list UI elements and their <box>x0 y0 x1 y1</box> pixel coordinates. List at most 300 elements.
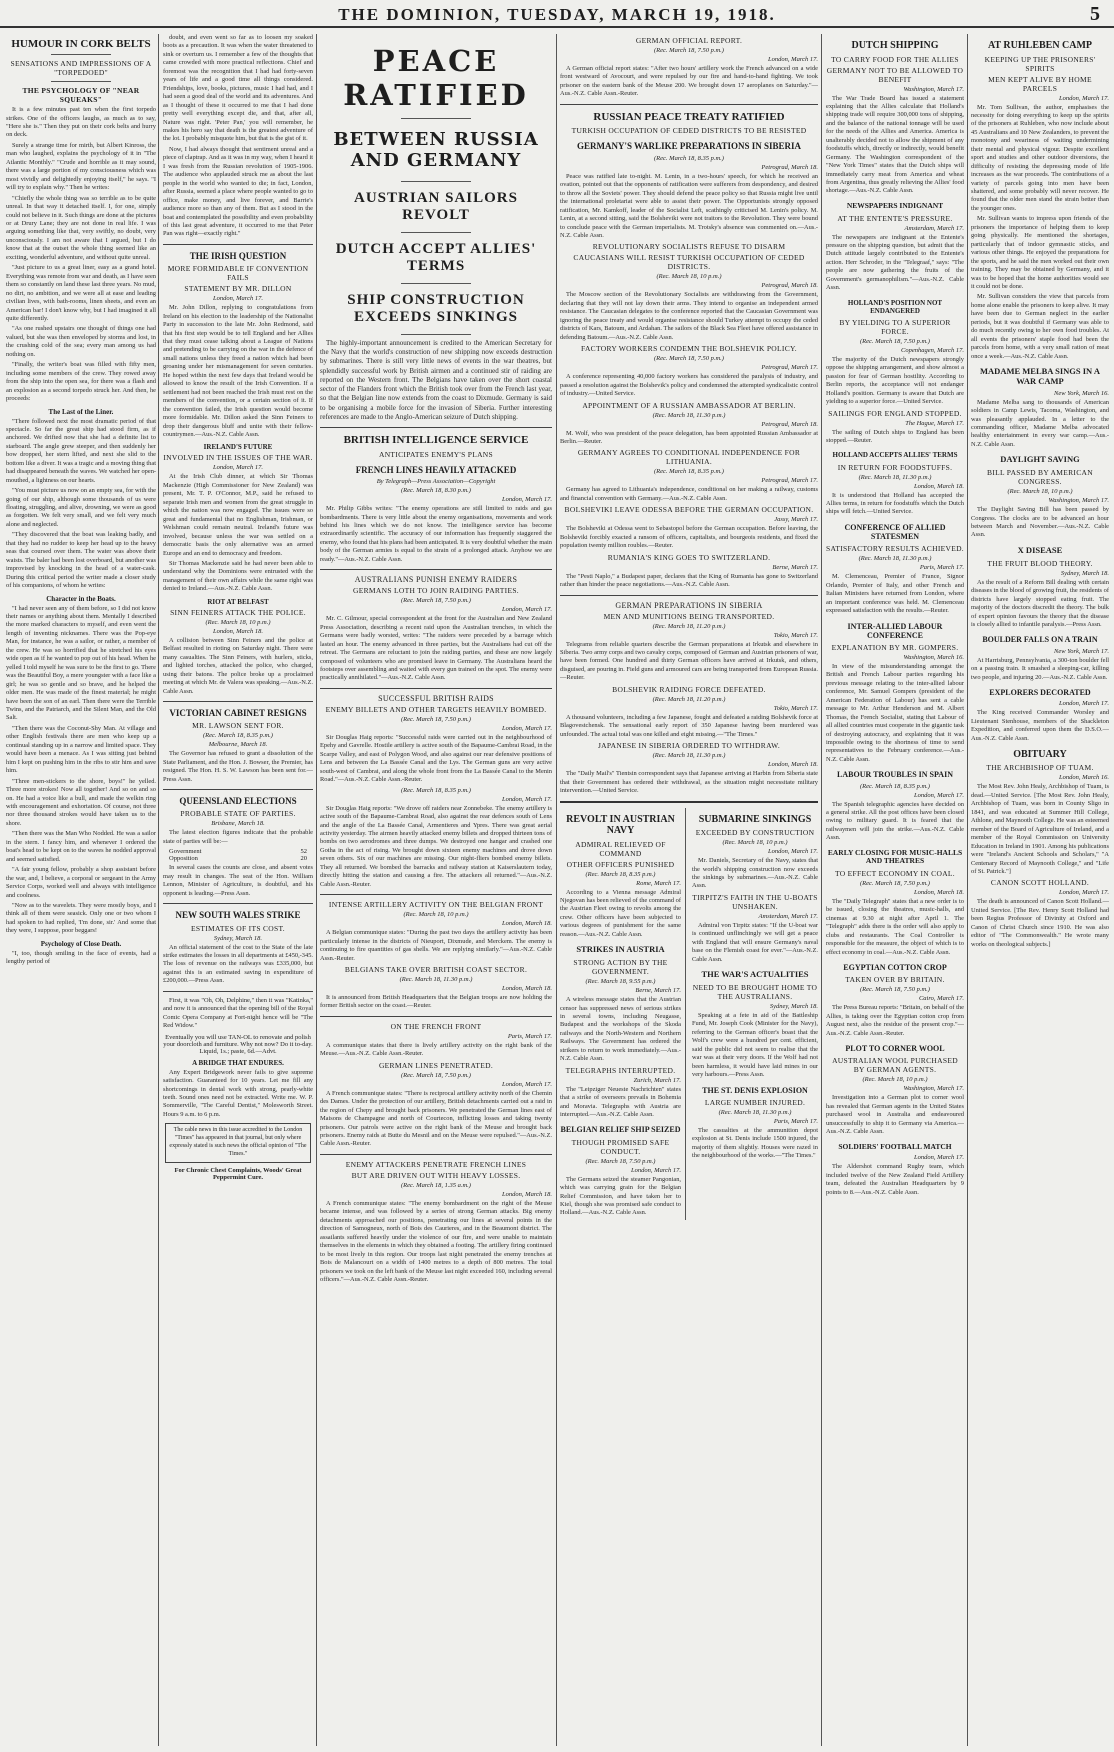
article-headline: MADAME MELBA SINGS IN A WAR CAMP <box>980 366 1100 386</box>
dateline: (Rec. March 18, 11.30 p.m.) <box>399 975 473 983</box>
section-heading: RIOT AT BELFAST <box>207 597 269 606</box>
article-headline: BOULDER FALLS ON A TRAIN <box>982 635 1098 645</box>
article-headline: THE ST. DENIS EXPLOSION <box>702 1085 808 1095</box>
article-headline: HOLLAND'S POSITION NOT ENDANGERED <box>847 298 943 315</box>
section-heading: IRELAND'S FUTURE <box>203 443 273 452</box>
article-subhead: GERMANY AGREES TO CONDITIONAL INDEPENDENCE FOR LITHUANIA. <box>577 448 801 467</box>
article-paragraph: The casualties at the ammunition depot explosion at St. Denis include 1500 injured, the majority of them slightly. Houses were razed in the neighbourhood of the works.—"The Times." <box>692 1126 818 1160</box>
dateline: Sydney, March 18. <box>769 1002 818 1010</box>
article-paragraph: The "Daily Mail's" Tientsin correspondent says that Japanese arriving at Harbin from Siberia state that their Government has ordered their withdrawal, as the situation might necessitate military intervention.—United Service. <box>560 770 818 795</box>
dateline: Petrograd, March 18. <box>761 420 818 428</box>
article-subhead: NEED TO BE BROUGHT HOME TO THE AUSTRALIANS. <box>692 982 818 1001</box>
article-subhead: LARGE NUMBER INJURED. <box>704 1097 806 1107</box>
divider <box>401 181 471 182</box>
dateline: Melbourne, March 18. <box>208 741 268 749</box>
article-headline: EGYPTIAN COTTON CROP <box>843 963 947 973</box>
article-headline: CONFERENCE OF ALLIED STATESMEN <box>844 522 946 542</box>
dateline: Paris, March 17. <box>773 1117 818 1125</box>
column-rule <box>556 34 557 1746</box>
article-paragraph: Surely a strange time for mirth, but Albert Kinross, the man who laughed, explains the psychology of it in "The Atlantic Monthly." "Crude and horrible as it may sound, there was a large portion of my consciousness which was most vividly and delightedly enjoying itself," he says. "I will try to explain why." Then he writes: <box>6 141 156 192</box>
dateline: Sydney, March 18. <box>1060 569 1109 577</box>
article-subhead: AT THE ENTENTE'S PRESSURE. <box>837 213 953 223</box>
dateline: (Rec. March 18, 10 p.m.) <box>722 839 788 847</box>
dateline: Washington, March 17. <box>1048 497 1109 505</box>
article-subhead: TELEGRAPHS INTERRUPTED. <box>565 1065 676 1075</box>
column-2 <box>163 34 313 1746</box>
dateline: (Rec. March 18, 7.50 p.m.) <box>401 1071 471 1079</box>
article-subhead: GERMANS LOTH TO JOIN RAIDING PARTIES. <box>353 586 519 596</box>
dateline: The Hague, March 17. <box>905 419 964 427</box>
divider <box>560 104 818 105</box>
article-paragraph: The Most Rev. John Healy, Archbishop of Tuam, is dead.—United Service. [The Most Rev. John Healy, Archbishop of Tuam, was born in County Sligo in 1841, and was educated at Summer Hill College, Athlone, and Maynooth College. He was an esteemed member of the Board of Agriculture of Ireland, and a member of the Royal Commission on University Education in Ireland in 1901. Among his publications were "Ireland's Ancient Schools and Scholars," "A Centenary Record of Maynooth College," and "Life of St. Patrick."] <box>971 783 1109 875</box>
dateline: New York, March 16. <box>1054 389 1109 397</box>
column-rule <box>967 34 968 1746</box>
dateline: Jassy, March 17. <box>774 516 818 524</box>
article-subhead: MEN KEPT ALIVE BY HOME PARCELS <box>988 74 1092 93</box>
dateline: London, March 17. <box>502 795 552 803</box>
article-subhead: STATEMENT BY MR. DILLON <box>184 284 292 294</box>
article-subhead: TIRPITZ'S FAITH IN THE U-BOATS UNSHAKEN. <box>692 892 818 911</box>
article-paragraph: A conference representing 40,000 factory workers has considered the paralysis of industry, and passed a resolution against the Bolshevik's policy and condemned the attempted syndicalistic control of industry.—United Service. <box>560 373 818 398</box>
article-paragraph: doubt, and even went so far as to loosen my soaked boots as a precaution. It was when the water threatened to sink or overturn us. I remember a few of the thoughts that came crowded with more practical reflections. Chief and foremost was the recognition that I had had forty-seven years of life and a good time all things considered. Friendships, love, books, pictures, music I had had, and I had seen a good deal of the world and its adventures. And as I thought of these it occurred to me that I had done pretty well everything except die, and that, after all, Nature was right. 'Peter Pan,' you will remember, he makes his hero say that death is the greatest adventure of the lot. I probably misquote him, but that is the gist of it. <box>163 34 313 143</box>
divider <box>320 427 552 428</box>
dateline: Amsterdam, March 17. <box>758 912 818 920</box>
article-paragraph: "A fair young fellow, probably a shop assistant before the war, and, I believe, a corporal or sergeant in the Army Service Corps, worked well and always with intelligence and coolness. <box>6 866 156 899</box>
article-subhead: FACTORY WORKERS CONDEMN THE BOLSHEVIK POLICY. <box>581 344 797 354</box>
divider <box>401 232 471 233</box>
dateline: London, March 18. <box>502 984 552 992</box>
article-paragraph: The newspapers are indignant at the Entente's pressure on the shipping question, but admit that the Dutch attitude largely contributed to the Entente's action. Herr Schroder, in the "Telegraaf," says: "The people are now gathering the fruits of the Government's germanophilism."—Aus.-N.Z. Cable Assn. <box>826 233 964 292</box>
article-paragraph: The sailing of Dutch ships to England has been stopped.—Reuter. <box>826 428 964 444</box>
table-row: Opposition 20 <box>169 855 307 863</box>
dateline: London, March 18. <box>914 889 964 897</box>
article-paragraph: The Bolsheviki at Odessa went to Sebastopol before the German occupation. Before leaving, the Bolsheviki forcibly exacted a ransom of officers, capitalists, and bourgeois residents, and fixed the population twenty million roubles.—Reuter. <box>560 525 818 550</box>
divider <box>560 595 818 596</box>
article-paragraph: The Moscow section of the Revolutionary Socialists are withdrawing from the Government, declaring that they will not lay down their arms. They intend to organise an independent armed resistance. The Caucasian delegates to the conference reported that the Caucasian Government was ignoring the peace treaty and would organise resistance should Turkey attempt to occupy the ceded districts of Kars, Batoum, and Ardahan. The sailors of the Black Sea Fleet have offered assistance in defending Batoum.—Aus.-N.Z. Cable Assn. <box>560 291 818 341</box>
dateline: London, March 17. <box>631 1166 681 1174</box>
article-headline: SUBMARINE SINKINGS <box>698 813 812 825</box>
article-headline: FRENCH LINES HEAVILY ATTACKED <box>355 464 517 475</box>
dateline: (Rec. March 18, 11.30 p.m.) <box>652 411 726 419</box>
divider <box>163 991 313 992</box>
dateline: Washington, March 16. <box>903 653 964 661</box>
dateline: (Rec. March 18, 11.20 p.m.) <box>652 622 726 630</box>
article-subhead: RUMANIA'S KING GOES TO SWITZERLAND. <box>607 552 771 562</box>
article-paragraph: The majority of the Dutch newspapers strongly oppose the shipping arrangement, and show almost a passion for fear of German hostility. According to Berlin reports, the acceptance will not endanger Holland's position. Germany is aware that Dutch are yielding to a superior force.—United Service. <box>826 355 964 406</box>
article-headline: GERMAN PREPARATIONS IN SIBERIA <box>615 600 763 610</box>
article-headline: NEWSPAPERS INDIGNANT <box>846 200 944 210</box>
article-subhead: EXPLANATION BY MR. GOMPERS. <box>831 642 959 652</box>
article-paragraph: The "Pesti Naplo," a Budapest paper, declares that the King of Rumania has gone to Switzerland rather than hinder the peace negotiations.—Aus.-N.Z. Cable Assn. <box>560 572 818 589</box>
dateline: (Rec. March 18, 7.50 p.m.) <box>860 880 930 888</box>
divider <box>163 701 313 702</box>
page-number: 5 <box>1090 3 1100 25</box>
dateline: London, March 17. <box>502 724 552 732</box>
advertisement: For Chronic Chest Complaints, Woods' Great Peppermint Cure. <box>174 1166 302 1181</box>
masthead-title: THE DOMINION, TUESDAY, MARCH 19, 1918. <box>338 5 776 24</box>
column-6 <box>971 34 1109 1746</box>
article-paragraph: A communique states that there is lively artillery activity on the right bank of the Meuse.—Aus.-N.Z. Cable Assn.-Reuter. <box>320 1041 552 1058</box>
dateline: London, March 17. <box>914 1154 964 1162</box>
article-paragraph: "They discovered that the boat was leaking badly, and that they had no rudder to keep her head up to the heavy seas that coursed over them. The water was above their waists. The baler had been lost overboard, but another was improvised by knocking in the head of a water-cask. During this critical period the writer made a closer study of his companions, of whom he writes: <box>6 531 156 590</box>
article-headline: ENEMY ATTACKERS PENETRATE FRENCH LINES <box>345 1159 527 1169</box>
dateline: Washington, March 17. <box>903 85 964 93</box>
article-headline: ON THE FRENCH FRONT <box>390 1021 482 1031</box>
dateline: London, March 17. <box>1059 94 1109 102</box>
article-paragraph: It is understood that Holland has accepted the Allies terms, in return for foodstuffs which the Dutch ships will fetch.—United Service. <box>826 491 964 516</box>
dateline: (Rec. March 18, 11.30 p.m.) <box>858 555 932 563</box>
divider <box>320 894 552 895</box>
column-rule <box>158 34 159 1746</box>
article-subhead: BILL PASSED BY AMERICAN CONGRESS. <box>987 468 1093 487</box>
dateline: London, March 17. <box>1059 700 1109 708</box>
article-paragraph: An official statement of the cost to the State of the late strike estimates the losses in all departments at £450,-345. The loss of revenue on the railways was £335,000, but against this is an estimated saving in expenditure of £200,000.—Press Assn. <box>163 943 313 985</box>
dateline: Petrograd, March 17. <box>761 477 818 485</box>
article-headline: BRITISH INTELLIGENCE SERVICE <box>343 434 529 447</box>
dateline: Rome, March 17. <box>636 879 681 887</box>
article-headline: GERMAN OFFICIAL REPORT. <box>635 36 743 45</box>
article-paragraph: "Three men-stickers to the shore, boys!" he yelled. Three more strokes! Now all together! And so on and so on. He had a voice like a bull, and made the welkin ring with encouragement and exhortation. Of course, not three nor three thousand strokes would have taken us to the shore. <box>6 777 156 827</box>
article-paragraph: Madame Melba sang to thousands of American soldiers in Camp Lewis, Tacoma, Washington, and was pleasantly applauded. In a letter to the commanding officer, Madame Melba advocated healthy entertainment in every war camp.—Aus.-N.Z. Cable Assn. <box>971 398 1109 448</box>
article-paragraph: The Daylight Saving Bill has been passed by Congress. The clocks are to be advanced an hour between March and November.—Aus.-N.Z. Cable Assn. <box>971 506 1109 539</box>
article-headline: GERMANY'S WARLIKE PREPARATIONS IN SIBERIA <box>576 141 802 152</box>
article-paragraph: At Harrisburg, Pennsylvania, a 300-ton boulder fell on a passing train. It smashed a sleeping-car, killing two people, and injuring 20.—Aus.-N.Z. Cable Assn. <box>971 656 1109 681</box>
article-subhead: EXCEEDED BY CONSTRUCTION <box>695 828 815 838</box>
article-headline: RUSSIAN PEACE TREATY RATIFIED <box>593 110 785 123</box>
dateline: London, March 18. <box>914 482 964 490</box>
main-subheadline: BETWEEN RUSSIA AND GERMANY <box>333 129 539 171</box>
article-subhead: APPOINTMENT OF A RUSSIAN AMBASSADOR AT BERLIN. <box>582 400 796 410</box>
article-paragraph: The latest election figures indicate that the probable state of parties will be:— <box>163 829 313 845</box>
dateline: New York, March 17. <box>1054 647 1109 655</box>
dateline: Tokio, March 17. <box>773 631 818 639</box>
divider <box>401 283 471 284</box>
article-paragraph: "Then there was the Man Who Nodded. He was a sailor in the stern. I fancy him, and whenever I ordered the boat's head to be kept on to the waves he nodded approval and seemed satisfied. <box>6 830 156 863</box>
dateline: (Rec. March 18, 11.30 p.m.) <box>718 1108 792 1116</box>
article-paragraph: Mr. C. Gilmour, special correspondent at the front for the Australian and New Zealand Press Association, describing a recent raid upon the Australian trenches, in which the Germans were badly worsted, writes: "The raiders were preceded by a barrage which lasted an hour. The enemy advanced in three parties, but the Australians had cut off the retreat. The Germans are reluctant to join the raiding parties, and these are now largely composed of volunteers who are promised leave in Germany. The Australians heard the footsteps over assembling and waited with every gun trained on the spot. The enemy were practically annihilated."—Aus.-N.Z. Cable Assn. <box>320 615 552 682</box>
article-paragraph: The Governor has refused to grant a dissolution of the State Parliament, and the Hon. J. Bowser, the Premier, has resigned. The Hon. H. S. W. Lawson has been sent for.—Press Assn. <box>163 750 313 783</box>
article-paragraph: "You must picture us now on an empty sea, for with the going of our ship, although some thousands of us were floating, struggling, and alive, drowning, we were as good as forgotten. We felt very small, and we felt very much alone and neglected. <box>6 487 156 528</box>
dateline: Copenhagen, March 17. <box>901 346 964 354</box>
article-paragraph: The Spanish telegraphic agencies have decided on a general strike. All the post offices have been closed owing to military guard. It is feared that the railwaymen will join the strike.—Aus.-N.Z. Cable Assn. <box>826 800 964 842</box>
divider <box>320 1154 552 1155</box>
divider <box>320 569 552 570</box>
section-heading: Character in the Boats. <box>46 594 116 603</box>
article-paragraph: Investigation into a German plot to corner wool has revealed that German agents in the United States purchased wool in Australia and endeavoured unsuccessfully to ship it to Germany via America.—Aus.-N.Z. Cable Assn. <box>826 1094 964 1136</box>
dateline: (Rec. March 18, 8.35 p.m.) <box>860 782 930 790</box>
article-paragraph: The Germans seized the steamer Pangonian, which was carrying grain for the Belgian Relief Commission, and have taken her to Kiel, though she was promised safe conduct to Holland.—Aus.-N.Z. Cable Assn. <box>560 1175 681 1217</box>
article-headline: AUSTRALIANS PUNISH ENEMY RAIDERS <box>354 575 518 585</box>
dateline: London, March 17. <box>502 496 552 504</box>
article-paragraph: Sir Thomas Mackenzie said he had never been able to understand why the Dominions were entrusted with the management of their own affairs while the same right was denied to Ireland.—Aus.-N.Z. Cable Assn. <box>163 560 313 593</box>
divider <box>51 54 111 55</box>
dateline: (Rec. March 18, 8.35 p.m.) <box>401 786 471 794</box>
dateline: Zurich, March 17. <box>633 1076 681 1084</box>
column-4 <box>560 34 818 1746</box>
article-paragraph: "Finally, the writer's boat was filled with fifty men, including some members of the crew. They rowed away from the ship into the open sea, for there was a flash and an explosion as a second torpedo struck her. And then, he proceeds: <box>6 361 156 403</box>
column-1 <box>6 34 156 1746</box>
article-paragraph: Mr. Tom Sullivan, the author, emphasises the necessity for doing everything to keep up the spirits of the prisoners at Ruhleben, who now include about 45 Australians and 10 New Zealanders, to prevent the monotony and weariness of waiting undermining their mental and physical vigour. Despite excellent sport and studies and other outdoor diversions, the difficulty of resisting the depressing mode of life increases as the war proceeds. The contributions of a variety of parcels going into men have been shattered, and some probably will never recover. He found that the older men stand the strain better than the younger ones. <box>971 103 1109 212</box>
article-subhead: SINN FEINERS ATTACK THE POLICE. <box>170 607 306 617</box>
divider <box>163 244 313 245</box>
article-paragraph: M. Clemenceau, Premier of France, Signor Orlando, Premier of Italy, and other French and Italian Ministers have returned from London, where an important conference was held. M. Clemenceau expressed satisfaction with the results.—Reuter. <box>826 573 964 615</box>
article-paragraph: Mr. Sullivan considers the view that parcels from home alone enable the prisoners to keep alive. It may have been due to German neglect in the earlier periods, but it was doubtful if Germany was able to do much recently owing to her own food troubles. At all events the prisoners' staple food had been the parcels from home, with a very small ration of meat once a week.—Aus.-N.Z. Cable Assn. <box>971 293 1109 360</box>
article-paragraph: The War Trade Board has issued a statement explaining that the Allies calculate that Holland's shipping trade will require 300,000 tons of shipping, and the balance of the national tonnage will be used for the needs of the Allies and America. America is unalterably decided not to allow the shipment of any foodstuffs which, directly or indirectly, would benefit Germany. The Washington correspondent of the "New York Times" states that the Dutch ships will immediately carry meat from America and wheat from Argentina, thus greatly relieving the Allies' food shortage.—Aus.-N.Z. Cable Assn. <box>826 94 964 195</box>
notice-box: The cable news in this issue accredited to the London "Times" has appeared in that journal, but only where expressly stated is such news the official opinion of "The Times." <box>165 1123 311 1162</box>
article-headline: THE WAR'S ACTUALITIES <box>701 969 809 980</box>
article-paragraph: First, it was "Oh, Oh, Delphine," then it was "Katinka," and now it is announced that the opening bill of the Royal Comic Opera Company at Fort-night hence will be "The Red Widow." <box>163 996 313 1030</box>
article-paragraph: The King received Commander Worsley and Lieutenant Stenhouse, members of the Shackleton Expedition, and conferred upon them the D.S.O.—Aus.-N.Z. Cable Assn. <box>971 709 1109 742</box>
article-paragraph: It is announced from British Headquarters that the Belgian troops are now holding the former British sector on the coast.—Reuter. <box>320 993 552 1010</box>
article-headline: SOLDIERS' FOOTBALL MATCH <box>838 1141 952 1151</box>
article-paragraph: A German official report states: "After two hours' artillery work the French advanced on a wide front westward of Avocourt, and were repulsed by our fire and hand-to-hand fighting. We took prisoner on the eastern bank of the Meuse 200. We brought down 17 aeroplanes on Saturday."—Aus.-N.Z. Cable Assn.-Reuter. <box>560 65 818 98</box>
article-headline: HOLLAND ACCEPTS ALLIES' TERMS <box>832 451 958 460</box>
election-table <box>169 848 307 862</box>
article-subhead: GERMAN LINES PENETRATED. <box>378 1060 494 1070</box>
article-paragraph: M. Wolf, who was president of the peace delegation, has been appointed Russian Ambassador at Berlin.—Reuter. <box>560 429 818 445</box>
article-subhead: MORE FORMIDABLE IF CONVENTION FAILS <box>167 264 309 283</box>
dateline: London, March 16. <box>1059 774 1109 782</box>
article-paragraph: "Now as to the wavelets. They were mostly boys, and I think all of them were seasick. Only one or two whom I had spoken to had replied, 'I'm done, sir.' And some that they were, I suppose, poor beggars! <box>6 901 156 935</box>
article-subhead: CANON SCOTT HOLLAND. <box>990 878 1090 888</box>
dateline: Amsterdam, March 17. <box>904 224 964 232</box>
main-subheadline: SHIP CONSTRUCTION EXCEEDS SINKINGS <box>347 292 525 325</box>
article-subhead: REVOLUTIONARY SOCIALISTS REFUSE TO DISARM <box>592 242 786 252</box>
section-heading: A BRIDGE THAT ENDURES. <box>192 1058 284 1067</box>
article-paragraph: Admiral von Tirpitz states: "If the U-boat war is continued unflinchingly we will get a peace with England that will ensure Germany's naval base on the Flemish coast for ever."—Aus.-N.Z. Cable Assn. <box>692 921 818 963</box>
article-subhead: PROBABLE STATE OF PARTIES. <box>180 809 296 819</box>
article-headline: X DISEASE <box>1017 544 1063 555</box>
dateline: (Rec. March 18, 7.50 p.m.) <box>654 355 724 363</box>
article-paragraph: The "Leipziger Neueste Nachrichten" states that a strike of overseers prevails in Bohemia and Moravia. Telegraphs with Austria are interrupted.—Aus.-N.Z. Cable Assn. <box>560 1085 681 1119</box>
article-subhead: BY YIELDING TO A SUPERIOR FORCE. <box>839 317 951 336</box>
article-subhead: ENEMY BILLETS AND OTHER TARGETS HEAVILY BOMBED. <box>325 704 547 714</box>
dateline: London, March 17. <box>914 791 964 799</box>
divider <box>320 688 552 689</box>
divider <box>163 903 313 904</box>
article-paragraph: The "Daily Telegraph" states that a new order is to be issued, closing the theatres, music-halls, and cinemas at 9.30 at night after April 1. The "Telegraph" adds there is the order will also apply to clubs and restaurants. The Coal Controller is responsible for the measure, the object of which is to effect economy in coal.—Aus.-N.Z. Cable Assn. <box>826 898 964 956</box>
article-paragraph: Now, I had always thought that sentiment unreal and a piece of claptrap. And as it was in my way, when I heard it I was fresh from the Russian revolution of 1905-1906. The audience who applauded struck me as about the last people in the world who wanted to die; in fact, London, after Russia, seemed a place where people wanted to go to office, make money, and live forever, and Barrie's audience more so than any of them. But as I stood in the boat and contemplated the possibility and even probability of this last great adventure, it occurred to me that Peter Pan was right—exactly right." <box>163 145 313 238</box>
article-subhead: IN RETURN FOR FOODSTUFFS. <box>837 462 953 472</box>
article-subhead: BUT ARE DRIVEN OUT WITH HEAVY LOSSES. <box>351 1170 521 1180</box>
article-subhead: TAKEN OVER BY BRITAIN. <box>845 975 945 985</box>
dateline: (Rec. March 18, 8.30 p.m.) <box>401 487 471 495</box>
dateline: Paris, March 17. <box>507 1032 552 1040</box>
dateline: London, March 17. <box>502 606 552 614</box>
article-paragraph: A wireless message states that the Austrian censor has suppressed news of serious strikes in several towns, including Neugasse, Budapest and the workshops of the Skoda railways and the North-Western and Northern Railways. The Government has ordered the strikers to return to work immediately.—Aus.-N.Z. Cable Assn. <box>560 996 681 1063</box>
article-paragraph: A French communique states: "The enemy bombardment on the right of the Meuse became intense, and was followed by a series of strong German attacks. Big enemy detachments approached our positions, penetrating our lines at several points in the direction of Samogneux, north of Bois des Caurieres, and in the Beaumont district. The assailants suffered heavily under the violence of our fire, and were unable to maintain themselves in the elements in which they obtained a footing. The artillery firing continued to be most lively in this region. Our troops last night penetrated the enemy trenches at Bois de Malancourt on a width of 1400 metres to a depth of 800 metres. The total prisoners we took on the left bank of the Meuse last night exceeded 160, including several officers."—Aus.-N.Z. Cable Assn.-Reuter. <box>320 1199 552 1284</box>
main-subheadline: DUTCH ACCEPT ALLIES' TERMS <box>335 241 537 274</box>
article-paragraph: Mr. Daniels, Secretary of the Navy, states that the world's shipping construction now exceeds the sinkings by submarines.—Aus.-N.Z. Cable Assn. <box>692 857 818 890</box>
advertisement-text: Any Expert Bridgework never fails to give supreme satisfaction. Guaranteed for 10 years. Let me fill any shortcomings in dental work with strong, pearly-white teeth. Sound ones need not be extracted. Write me. W. P. Sommerville, "The Careful Dentist," Molesworth Street. Hours 9 a.m. to 6 p.m. <box>163 1068 313 1118</box>
article-subhead: ANTICIPATES ENEMY'S PLANS <box>378 449 493 459</box>
dateline: Berne, March 17. <box>772 563 818 571</box>
article-paragraph: As the result of a Reform Bill dealing with certain diseases in the blood of growing fruit, the residents of districts have largely stopped eating fruit. The majority of the doctors discredit the theory. The bulk of expert opinion favours the theory that the disease is closely allied to infantile paralysis.—Press Assn. <box>971 578 1109 628</box>
dateline: London, March 18. <box>768 761 818 769</box>
dateline: (Rec. March 18, 10 p.m.) <box>656 273 722 281</box>
dateline: Berne, March 17. <box>635 987 681 995</box>
divider <box>51 81 111 82</box>
dateline: (Rec. March 18, 11.20 p.m.) <box>652 695 726 703</box>
dateline: London, March 18. <box>502 920 552 928</box>
dateline: (Rec. March 18, 7.50 p.m.) <box>401 597 471 605</box>
article-paragraph: According to a Vienna message Admiral Njegovan has been relieved of the command of the Austrian Fleet owing to revolts among the crew. Other officers have been subjected to various degrees of punishment for the same reason.—Aus.-N.Z. Cable Assn. <box>560 888 681 938</box>
dateline: (Rec. March 18, 1.35 a.m.) <box>401 1181 471 1189</box>
article-headline: STRIKES IN AUSTRIA <box>576 944 665 955</box>
dateline: London, March 18. <box>213 627 263 635</box>
dateline: (Rec. March 18, 7.50 p.m.) <box>860 337 930 345</box>
divider <box>320 1016 552 1017</box>
table-row: Government 52 <box>169 848 307 856</box>
dateline: (Rec. March 18, 7.50 p.m.) <box>585 1157 656 1165</box>
dateline: Washington, March 17. <box>903 1085 964 1093</box>
article-headline: EXPLORERS DECORATED <box>989 687 1091 697</box>
section-heading: Psychology of Close Death. <box>40 939 122 948</box>
article-paragraph: "Just picture to us a great liner, easy as a grand hotel. Everything was remote from war and death, as I have seen them so constantly on land these last three years. No mud, no dirt, no ambition, and we were all at ease and leading civilian lives, with bath-rooms, linen sheets, and even an American bar! I don't know why, but I had imagined it all quite differently. <box>6 264 156 322</box>
dateline: London, March 17. <box>768 56 818 63</box>
article-headline: AT RUHLEBEN CAMP <box>987 40 1093 51</box>
dateline: London, March 17. <box>1059 889 1109 897</box>
masthead <box>0 0 1114 28</box>
article-paragraph: "I, too, though smiling in the face of events, had a lengthy period of <box>6 949 156 966</box>
article-subhead: SAILINGS FOR ENGLAND STOPPED. <box>828 408 962 418</box>
article-paragraph: "There followed next the most dramatic period of that spectacle. So far the great ship had stood firm, as if anchored. We drifted now that she had a definite list to starboard. The angle grew steeper, and then suddenly her bow dropped, her stern lifted, and next she slid to the bottom like a diver. It was a tragic and a moving thing that had disappeared beneath the waves. We watched her open-mouthed, a lightness on our hearts. <box>6 417 156 484</box>
article-headline: EARLY CLOSING FOR MUSIC-HALLS AND THEATRES <box>827 847 963 866</box>
dateline: (Rec. March 18, 10 p.m.) <box>1007 488 1073 496</box>
article-paragraph: At the Irish Club dinner, at which Sir Thomas Mackenzie (High Commissioner for New Zealand) was present, Mr. T. P. O'Connor, M.P., said he refused to separate Irish men and women from the great struggle in which the nation was now engaged. The issues were so great and fundamental that no Englishman, Irishman, or Welshman could remain neutral. Ireland's future was involved, because unless the war was settled on a democratic basis the only alternative was an armed Europe and an end to democracy and freedom. <box>163 473 313 557</box>
column-5 <box>826 34 964 1746</box>
article-paragraph: Speaking at a fete in aid of the Battleship Fund, Mr. Joseph Cook (Minister for the Navy), referring to the German officer's boast that the Wolf's crew were a hundred per cent. efficient, said the public did not seem to realise that the war was at their very doors. If the Wolf had not been harmless, it would have laid mines in our very harbours.—Press Assn. <box>692 1011 818 1079</box>
article-subhead: OTHER OFFICERS PUNISHED <box>566 859 675 869</box>
article-subhead: BELGIANS TAKE OVER BRITISH COAST SECTOR. <box>344 964 528 974</box>
main-headline: PEACE RATIFIED <box>343 44 529 112</box>
article-paragraph: Mr. John Dillon, replying to congratulations from Ireland on his election to the leadership of the Nationalist Party in succession to the late Mr. John Redmond, said that his first step would be to tell England and her Allies that they must cease talking about a League of Nations and pretending to be carrying on the war in the defence of small nations unless they freed a nation which had been groaning under her mismanagement for seven centuries. He hoped within the next few days that Ireland would be allowed to know the result of the Irish Convention. If a settlement had not been reached the Irish must rest on the members of the convention, or a certain section of it. If the convention failed, the Irish question would become more formidable. Mr. Dillon asked the Sinn Feiners to drop their dangerous bluff and unite with their fellow-countrymen.—Aus.-N.Z. Cable Assn. <box>163 304 313 439</box>
article-headline: BELGIAN RELIEF SHIP SEIZED <box>560 1125 681 1135</box>
advertisement: Eventually you will use TAN-OL to renovate and polish your doorcloth and furniture. Why not now? Do it to-day. Liquid, 1s.; paste, 6d.—Advt. <box>163 1033 313 1055</box>
article-paragraph: Peace was ratified late to-night. M. Lenin, in a two-hours' speech, for which he received an ovation, pointed out that the opponents of ratification were sufferers from despondency, and desired to throw all the Soviets' power. They should defend the peace policy so that Russia might live until the international proletariat were able to assist their power. The Opportunists strongly opposed ratification, Mr. Kamkoff, leader of the Socialist Left, scathingly criticised M. Lenin's policy. M. Lenin, at a second sitting, said the Bolsheviki were not traitors to the Revolution. They were bound to conclude peace with the German imperialists. M. Trotsky's absence was commented on.—Aus.-N.Z. Cable Assn. <box>560 172 818 239</box>
article-subhead: KEEPING UP THE PRISONERS' SPIRITS <box>984 54 1096 73</box>
dateline: (Rec. March 18, 7.50 p.m.) <box>401 715 471 723</box>
article-headline: OBITUARY <box>1013 748 1067 760</box>
divider <box>401 118 471 119</box>
article-paragraph: Sir Douglas Haig reports: "We drove off raiders near Zonnebeke. The enemy artillery is active south of the Bapaume-Cambrai Road, also against the rear defences south of Lens and the angle of the La Bassée Canal, Armentieres and Ypres. There was great aerial activity yesterday. The airmen heavily attacked enemy billets and dropped thirteen tons of bombs on two aerodromes and three dumps. We destroyed one hangar and crashed one Gotha in the act of rising. We brought down sixteen enemy machines and drove down seven others. Six of our machines are missing. Our night-fliers bombed enemy billets. They all returned. We bombed the barracks and railway station at Kaiserslautern today, directly hitting the station and causing a fire. The attackers all returned."—Aus.-N.Z. Cable Assn.-Reuter. <box>320 804 552 888</box>
article-subhead: TO EFFECT ECONOMY IN COAL. <box>835 869 955 879</box>
dateline: London, March 17. <box>213 295 263 303</box>
summary-paragraph: The highly-important announcement is credited to the American Secretary for the Navy that the world's construction of new shipping now exceeds destruction by submarines. There is still very little news of events in the war theatres, but splendidly successful work by British airmen and a continued stir of raiding are reported on the Western front. The Belgians have taken over the short coastal sector of the Flanders front which the British took over from the French last year, so that the Belgian line now extends from the coast to Dixmude. Germany is said to be organising a mobile force for the invasion of Siberia. Further interesting references are made to the Anglo-American seizure of Dutch shipping. <box>320 339 552 421</box>
column-rule <box>821 34 822 1746</box>
article-headline: HUMOUR IN CORK BELTS <box>11 38 151 50</box>
article-subhead: MEN AND MUNITIONS BEING TRANSPORTED. <box>603 611 775 621</box>
article-paragraph: Telegrams from reliable quarters describe the German preparations at Irkutsk and elsewhere in Siberia. Two army corps and two cavalry corps, composed of German and Austrian prisoners of war, have been formed. One hundred and thirty German officers have arrived at Irkutsk, and others, disguised, are pouring in. Field guns and armoured cars are being transported from European Russia.—Reuter. <box>560 640 818 682</box>
article-headline: PLOT TO CORNER WOOL <box>845 1044 945 1054</box>
dateline: (Rec. March 18, 10 p.m.) <box>205 618 271 626</box>
article-subhead: CAUCASIANS WILL RESIST TURKISH OCCUPATION OF CEDED DISTRICTS. <box>573 253 805 272</box>
article-paragraph: A collision between Sinn Feiners and the police at Belfast resulted in rioting on Saturday night. There were many casualties. The Sinn Feiners, with hurlers, sticks, and lighted torches, attacked the police, who charged, using their batons. The police broke up a proclaimed meeting at which Mr. de Valera was speaking.—Aus.-N.Z. Cable Assn. <box>163 636 313 695</box>
article-paragraph: The Aldershot command Rugby team, which included twelve of the New Zealand Field Artillery team, defeated the Australian Headquarters by 9 points to 8.—Aus.-N.Z. Cable Assn. <box>826 1163 964 1196</box>
article-subhead: STRONG ACTION BY THE GOVERNMENT. <box>573 958 668 977</box>
subcolumn-left <box>560 808 686 1220</box>
dateline: London, March 17. <box>502 1080 552 1088</box>
article-subhead: AUSTRALIAN WOOL PURCHASED BY GERMAN AGENTS. <box>832 1056 958 1075</box>
article-paragraph: "I had never seen any of them before, so I did not know their names or anything about them. Mentally I described the more marked characters to myself, and even went the length of inventing nicknames. There was the Pop-eye Man, for instance, he was a sailor, or rather, a member of the crew. He was so horrified that he stretched his eyes wide open as if he wanted to pop out of his head. When he yelled I told myself he was sure to be the first to go. There was the Beautiful Boy, a mere youngster with a face like a girl; he was so gentle and so brave, and he helped the older men. He was made of the finest material; he might have been the son of an earl. Then there were the Terrible Twins, and the Patriarch, and the Silent Man, and the Old Salt. <box>6 604 156 722</box>
article-paragraph: Germany has agreed to Lithuania's independence, conditional on her making a railway, customs and financial convention with Germany.—Aus.-N.Z. Cable Assn. <box>560 486 818 502</box>
dateline: London, March 18. <box>502 1190 552 1198</box>
article-paragraph: Mr. Sullivan wants to impress upon friends of the prisoners the importance of helping them to keep going physically. He mentioned the shortages, particularly that of indoor gymnastic sticks, and various other things. He enjoyed the preparations for the sports, and he said the men worked out their own training. They may be obtained by Germany, and it was to be hoped that the home authorities would see it could not be done. <box>971 215 1109 291</box>
article-headline: VICTORIAN CABINET RESIGNS <box>169 707 307 718</box>
article-paragraph: A Belgian communique states: "During the past two days the artillery activity has been particularly intense in the districts of Nieuport, Dixmude, and Merckem. The enemy is continuing to fire quantities of gas shells. We are replying similarly."—Aus.-N.Z. Cable Assn.-Reuter. <box>320 929 552 962</box>
article-paragraph: In view of the misunderstanding amongst the British and French Labour parties regarding his previous message relating to the inter-allied labour conference, Mr. Samuel Gompers (president of the American Federation of Labour) has sent a cable message to Mr. Arthur Henderson and M. Albert Thomas, the French Socialist, stating that Labour of all allied countries must cooperate in the gigantic task of destroying autocracy, and explaining that it was impossible owing to the shortness of time to send representatives to the February conference.—Aus.-N.Z. Cable Assn. <box>826 662 964 763</box>
article-paragraph: Mr. Philip Gibbs writes: "The enemy operations are still limited to raids and gas bombardments. There is very little about the enemy organisations, movements and work behind his lines which we do not know. The intelligence service has become extraordinarily scientific. The accuracy of our information has frequently staggered the enemy, who found that his plans had been anticipated. It is very doubtful whether the main body of the German armies is equal to the strain of a prolonged attack. Anyhow we are ready."—Aus.-N.Z. Cable Assn. <box>320 505 552 563</box>
article-subhead: ESTIMATES OF ITS COST. <box>191 923 285 933</box>
article-paragraph: A thousand volunteers, including a few Japanese, fought and defeated a raiding Bolshevik force at Blagovestchensk. The sensational early report of 350 Japanese having been murdered was unfounded. The actual total was one killed and eight missing.—"The Times." <box>560 713 818 738</box>
article-subhead: THE ARCHBISHOP OF TUAM. <box>986 763 1094 773</box>
article-subhead: TO CARRY FOOD FOR THE ALLIES <box>831 54 959 64</box>
article-subhead: TURKISH OCCUPATION OF CEDED DISTRICTS TO BE RESISTED <box>571 126 807 136</box>
article-paragraph: It is a few minutes past ten when the first torpedo strikes. One of the officers laughs, as much as to say, "Here she is." Then they put on their cork belts and hurry on deck. <box>6 106 156 139</box>
article-paragraph: Sir Douglas Haig reports: "Successful raids were carried out in the neighbourhood of Epehy and Gavrelle. Hostile artillery is active south of the Bapaume-Cambrai Road, in the Scarpe Valley, and east of Polygon Wood, and also against our rear defensive positions of Lens and between the La Bassée Canal and the Lys. The German guns are very active south-west of Cambrai, and along the whole front from the La Bassée Canal to the Menin Road."—Aus.-N.Z. Cable Assn.-Reuter. <box>320 733 552 784</box>
article-subhead: GERMANY NOT TO BE ALLOWED TO BENEFIT <box>826 65 964 84</box>
column-3 <box>320 34 552 1746</box>
article-subhead: JAPANESE IN SIBERIA ORDERED TO WITHDRAW. <box>597 741 781 751</box>
dateline: Tokio, March 17. <box>773 704 818 712</box>
dateline: Petrograd, March 17. <box>761 364 818 372</box>
dateline: Sydney, March 18. <box>213 934 263 942</box>
article-headline: REVOLT IN AUSTRIAN NAVY <box>566 813 675 837</box>
article-paragraph: The death is announced of Canon Scott Holland.—United Service. [The Rev. Henry Scott Holland had been Regius Professor of Divinity at Oxford and Canon of Christ Church since 1910. He was also editor of "The Commonwealth." He wrote many works on theological subjects.] <box>971 898 1109 948</box>
article-headline: INTER-ALLIED LABOUR CONFERENCE <box>847 621 943 640</box>
dateline: Paris, March 17. <box>919 564 964 572</box>
divider <box>401 334 471 335</box>
dateline: (Rec. March 18, 8.35 p.m.) <box>203 732 273 740</box>
article-paragraph: A French communique states: "There is reciprocal artillery activity north of the Chemin des Dames. Under the protection of our artillery, British detachments carried out a raid in the region of Chepy and brought back prisoners. We penetrated the German lines east of Maisons de Champagne and north of Courtecon, inflicting losses and taking twenty prisoners. Our patrols were active on the right bank of the Meuse and brought back prisoners. Enemy raids at Butte du Mesnil and on the Meuse were repulsed."—Aus.-N.Z. Cable Assn.-Reuter. <box>320 1089 552 1148</box>
subcolumn-right <box>692 808 818 1220</box>
dateline: London, March 17. <box>768 848 818 856</box>
article-subhead: INVOLVED IN THE ISSUES OF THE WAR. <box>163 453 313 463</box>
dateline: Cairo, March 17. <box>918 995 964 1003</box>
article-headline: QUEENSLAND ELECTIONS <box>179 796 297 807</box>
article-paragraph: "Then there was the Coconut-Shy Man. At village and other English festivals there are men who keep up a continual standing up in a narrow and limited space. They would have been a menace. As I was sitting just behind him I kept on pushing him in the ribs to stir him and save him. <box>6 724 156 775</box>
article-subhead: BOLSHEVIKI LEAVE ODESSA BEFORE THE GERMAN OCCUPATION. <box>564 505 814 515</box>
article-headline: NEW SOUTH WALES STRIKE <box>175 910 301 921</box>
dateline: (Rec. March 18, 9.55 p.m.) <box>585 978 656 986</box>
divider <box>560 801 818 803</box>
dateline: (Rec. March 18, 7.50 p.m.) <box>860 986 930 994</box>
article-paragraph: In several cases the counts are close, and absent votes may result in changes. The seat of the Hon. William Lennon, Minister of Agriculture, is doubtful, and his opponent is leading.—Press Assn. <box>163 864 313 897</box>
dateline: (Rec. March 18, 11.30 p.m.) <box>652 752 726 760</box>
dateline: (Rec. March 18, 8.35 p.m.) <box>654 468 724 476</box>
article-subhead: ADMIRAL RELIEVED OF COMMAND <box>575 839 666 858</box>
section-heading: The Last of the Liner. <box>48 407 114 416</box>
divider <box>163 789 313 790</box>
dateline: (Rec. March 18, 8.35 p.m.) <box>654 154 724 162</box>
column-rule <box>316 34 317 1746</box>
article-headline: SUCCESSFUL BRITISH RAIDS <box>378 693 494 703</box>
dateline: (Rec. March 18, 11.30 p.m.) <box>858 473 932 481</box>
article-paragraph: "Chiefly the whole thing was so terrible as to be quite unreal. In that way it detached itself. I, for one, simply could not believe in it. Such things are done at the pictures or at Drury Lane; they are not done in real life. I was arguing something like that, very swiftly, no doubt, very unconsciously. I am not aware that I argued, but I do know that at the outset the whole thing seemed like an exciting, wonderful adventure, and without quite unreal. <box>6 194 156 261</box>
article-headline: LABOUR TROUBLES IN SPAIN <box>837 770 953 780</box>
article-headline: DAYLIGHT SAVING <box>1000 454 1080 465</box>
article-paragraph: The Press Bureau reports: "Britain, on behalf of the Allies, is taking over the Egyptian cotton crop from August next, also the residue of the present crop."—Aus.-N.Z. Cable Assn.-Reuter. <box>826 1004 964 1037</box>
article-subhead: SENSATIONS AND IMPRESSIONS OF A "TORPEDOED" <box>10 59 152 78</box>
split-section <box>560 808 818 1220</box>
article-subhead: THE PSYCHOLOGY OF "NEAR SQUEAKS" <box>22 86 140 105</box>
article-headline: THE IRISH QUESTION <box>189 250 287 261</box>
article-headline: DUTCH SHIPPING <box>851 40 939 51</box>
dateline: By Telegraph—Press Association—Copyright <box>376 478 496 486</box>
article-subhead: BOLSHEVIK RAIDING FORCE DEFEATED. <box>612 684 766 694</box>
dateline: Petrograd, March 18. <box>761 163 818 171</box>
dateline: Petrograd, March 18. <box>761 282 818 290</box>
